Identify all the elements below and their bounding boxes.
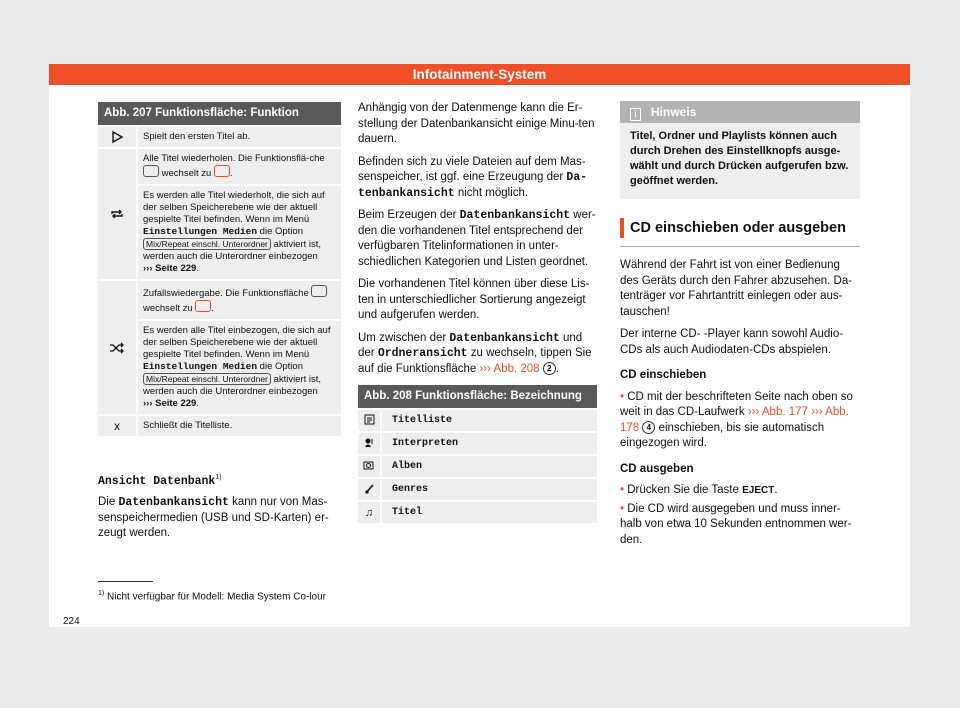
column-left-text bbox=[98, 470, 346, 548]
shuffle-button-icon bbox=[311, 285, 327, 297]
shuffle-active-icon bbox=[195, 300, 211, 312]
label-table-caption: Abb. 208 Funktionsfläche: Bezeichnung bbox=[358, 385, 597, 408]
column-right-text bbox=[620, 258, 860, 555]
note-header: i Hinweis bbox=[620, 101, 860, 123]
footnote: $^{1)}$ Nicht verfügbar für Modell: Media System Co-lour bbox=[98, 590, 326, 603]
table-row bbox=[98, 414, 341, 436]
tracklist-icon bbox=[358, 414, 380, 428]
play-description: Spielt den ersten Titel ab. bbox=[143, 131, 251, 142]
page-reference[interactable]: ››› Seite 229 bbox=[143, 263, 197, 274]
section-accent-bar bbox=[620, 218, 624, 238]
close-description: Schließt die Titelliste. bbox=[143, 420, 233, 431]
table-row: Alben bbox=[358, 454, 597, 477]
mix-repeat-option: Mix/Repeat einschl. Unterordner bbox=[143, 238, 271, 250]
paragraph: Während der Fahrt ist von einer Bedienung des Geräts durch den Fahrer abzusehen. Da-tenträger vor Fahrtantritt einlegen oder aus-tauschen! bbox=[620, 259, 853, 318]
repeat-active-icon bbox=[214, 165, 230, 177]
list-item: • Drücken Sie die Taste EJECT. bbox=[620, 483, 860, 499]
mix-repeat-option: Mix/Repeat einschl. Unterordner bbox=[143, 373, 271, 385]
page-number: 224 bbox=[63, 616, 80, 627]
table-row: ♫ Titel bbox=[358, 500, 597, 523]
page-reference[interactable]: ››› Seite 229 bbox=[143, 398, 197, 409]
repeat-icon bbox=[98, 149, 136, 279]
music-note-icon: ♫ bbox=[364, 506, 374, 519]
table-row bbox=[98, 125, 341, 147]
repeat-button-icon bbox=[143, 165, 159, 177]
artist-icon bbox=[358, 437, 380, 451]
section-heading: CD einschieben oder ausgeben bbox=[620, 218, 860, 247]
note-box bbox=[620, 101, 860, 199]
footnote-divider bbox=[98, 581, 153, 582]
paragraph: Der interne CD- -Player kann sowohl Audio-CDs als auch Audiodaten-CDs abspielen. bbox=[620, 328, 844, 356]
section-divider bbox=[620, 246, 860, 247]
shuffle-description: Zufallswiedergabe. Die Funktionsfläche wechselt zu . bbox=[138, 281, 341, 319]
callout-number: 2 bbox=[543, 362, 556, 375]
paragraph: Beim Erzeugen der Datenbankansicht wer-den die vorhandenen Titel entsprechend der verfügbaren Titelinformationen in unter-schiedlichen Kategorien und Listen geordnet. bbox=[358, 209, 596, 268]
table-row: Genres bbox=[358, 477, 597, 500]
note-body: Titel, Ordner und Playlists können auch durch Drehen des Einstellknopfs ausge-wählt und durch Drücken aufgerufen bzw. geöffnet werden. bbox=[630, 130, 849, 187]
function-table-caption: Abb. 207 Funktionsfläche: Funktion bbox=[98, 102, 341, 125]
table-row: Interpreten bbox=[358, 431, 597, 454]
subheading: CD einschieben bbox=[620, 369, 707, 381]
label-table bbox=[358, 385, 597, 523]
paragraph: Die vorhandenen Titel können über diese Lis-ten in unterschiedlicher Sortierung angezeigt und aufgerufen werden. bbox=[358, 278, 590, 321]
figure-reference[interactable]: ››› Abb. 177 bbox=[747, 406, 808, 418]
eject-key-label: EJECT bbox=[742, 485, 775, 496]
repeat-description: Alle Titel wiederholen. Die Funktionsflä-che wechselt zu . bbox=[143, 153, 325, 179]
table-row bbox=[98, 279, 341, 414]
subheading: Ansicht Datenbank$^{1)}$ bbox=[98, 474, 222, 488]
list-item: • CD mit der beschrifteten Seite nach oben so weit in das CD-Laufwerk ››› Abb. 177 ››› Abb. 178 4 einschieben, bis sie automatisch eingezogen wird. bbox=[620, 390, 860, 452]
chapter-header: Infotainment-System bbox=[49, 64, 910, 85]
shuffle-details: Es werden alle Titel einbezogen, die sich auf der selben Speicherebene wie der aktuell gespielte Titel befinden. Wenn im Menü Einstellungen Medien die Option Mix/Repeat einschl. Unterordner aktiviert ist, werden auch die Unterordner einbezogen ››› Seite 229. bbox=[138, 319, 341, 414]
genre-icon bbox=[358, 483, 380, 497]
list-item: • Die CD wird ausgegeben und muss inner-halb von etwa 10 Sekunden entnommen wer-den. bbox=[620, 502, 860, 549]
shuffle-icon bbox=[98, 281, 136, 414]
paragraph: Um zwischen der Datenbankansicht und der Ordneransicht zu wechseln, tippen Sie auf die Funktionsfläche ››› Abb. 208 2 . bbox=[358, 331, 592, 375]
album-icon bbox=[358, 460, 380, 474]
paragraph: Befinden sich zu viele Dateien auf dem Mas-senspeicher, ist ggf. eine Erzeugung der Da-tenbankansicht nicht möglich. bbox=[358, 155, 588, 200]
column-middle-text bbox=[358, 101, 596, 384]
paragraph: Anhängig von der Datenmenge kann die Er-stellung der Datenbankansicht einige Minu-ten dauern. bbox=[358, 102, 595, 145]
play-icon bbox=[98, 127, 136, 147]
info-icon: i bbox=[630, 108, 641, 121]
callout-number: 4 bbox=[642, 421, 655, 434]
function-table bbox=[98, 102, 341, 436]
repeat-details: Es werden alle Titel wiederholt, die sich auf der selben Speicherebene wie der aktuell gespielte Titel befinden. Wenn im Menü Einstellungen Medien die Option Mix/Repeat einschl. Unterordner aktiviert ist, werden auch die Unterordner einbezogen ››› Seite 229. bbox=[138, 184, 341, 279]
close-icon: x bbox=[114, 419, 120, 433]
figure-reference[interactable]: ››› Abb. 208 bbox=[479, 362, 540, 375]
paragraph: Die Datenbankansicht kann nur von Mas-senspeichermedien (USB und SD-Karten) er-zeugt werden. bbox=[98, 496, 329, 540]
table-row: Titelliste bbox=[358, 408, 597, 431]
figure-reference[interactable]: ››› Abb. 178 bbox=[620, 406, 849, 434]
subheading: CD ausgeben bbox=[620, 462, 694, 475]
table-row bbox=[98, 147, 341, 279]
